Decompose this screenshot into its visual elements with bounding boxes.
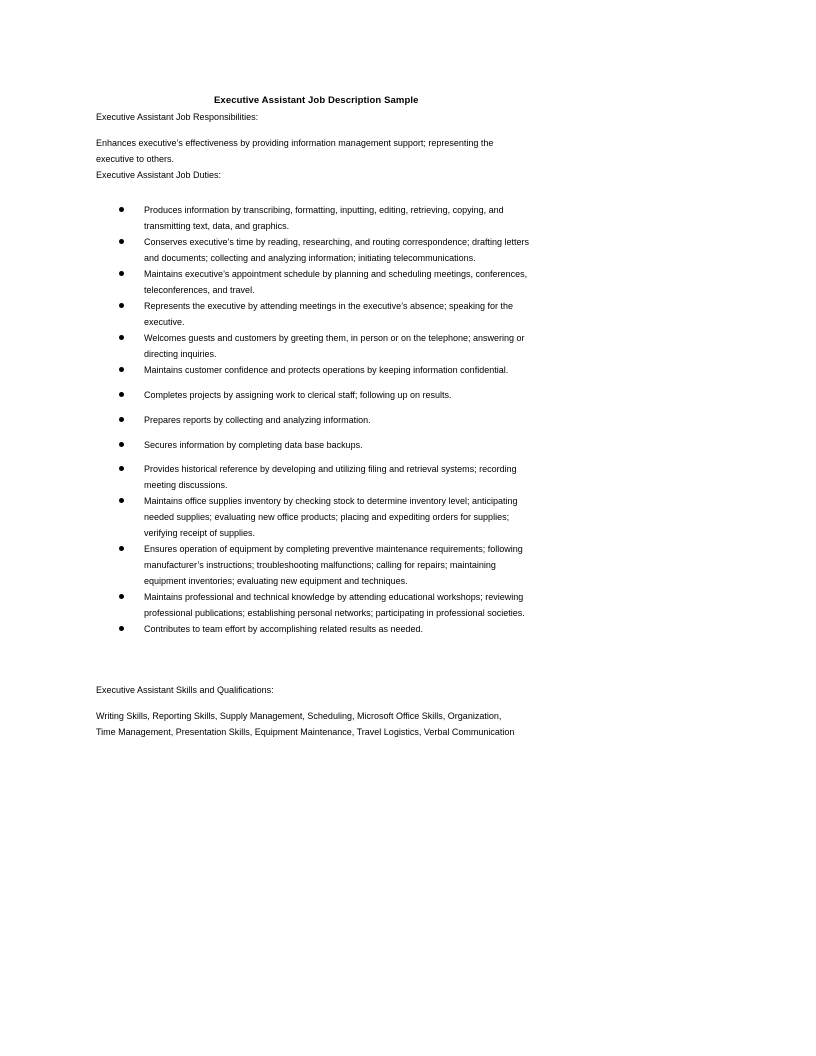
duty-text: Maintains executive’s appointment schedule by planning and scheduling meetings, conferences, teleconferences, and travel. [144, 269, 528, 295]
list-item [96, 362, 546, 378]
document-title: Executive Assistant Job Description Sample [214, 95, 419, 106]
list-item [96, 266, 546, 298]
bullet-icon [119, 207, 124, 212]
bullet-icon [119, 239, 124, 244]
bullet-icon [119, 417, 124, 422]
duty-text: Provides historical reference by developing and utilizing filing and retrieval systems; recording meeting discussions. [144, 464, 517, 490]
skills-paragraph: Writing Skills, Reporting Skills, Supply Management, Scheduling, Microsoft Office Skills, Organization, Time Management, Presentation Skills, Equipment Maintenance, Travel Logistics, Verbal Communication [96, 711, 515, 737]
bullet-icon [119, 546, 124, 551]
list-item [96, 234, 546, 266]
responsibilities-heading: Executive Assistant Job Responsibilities: [96, 112, 259, 122]
bullet-icon [119, 498, 124, 503]
bullet-icon [119, 335, 124, 340]
bullet-icon [119, 466, 124, 471]
list-item [96, 412, 546, 428]
bullet-icon [119, 367, 124, 372]
list-item [96, 541, 546, 589]
duty-text: Represents the executive by attending meetings in the executive’s absence; speaking for the executive. [144, 301, 514, 327]
duties-heading: Executive Assistant Job Duties: [96, 170, 222, 180]
duty-text: Welcomes guests and customers by greeting them, in person or on the telephone; answering or directing inquiries. [144, 333, 525, 359]
duty-text: Prepares reports by collecting and analyzing information. [144, 415, 371, 425]
duty-text: Produces information by transcribing, formatting, inputting, editing, retrieving, copying, and transmitting text, data, and graphics. [144, 205, 504, 231]
bullet-icon [119, 303, 124, 308]
duty-text: Ensures operation of equipment by completing preventive maintenance requirements; following manufacturer’s instructions; troubleshooting malfunctions; calling for repairs; maintaining equipment inventories; evaluating new equipment and techniques. [144, 544, 523, 586]
bullet-icon [119, 594, 124, 599]
bullet-icon [119, 392, 124, 397]
duty-text: Maintains professional and technical knowledge by attending educational workshops; reviewing professional publications; establishing personal networks; participating in professional societies. [144, 592, 525, 618]
duties-list [96, 202, 546, 637]
list-item [96, 621, 546, 637]
duty-text: Secures information by completing data base backups. [144, 440, 363, 450]
list-item [96, 493, 546, 541]
bullet-icon [119, 442, 124, 447]
list-item [96, 437, 546, 453]
bullet-icon [119, 271, 124, 276]
list-item [96, 461, 546, 493]
duty-text: Contributes to team effort by accomplishing related results as needed. [144, 624, 423, 634]
bullet-icon [119, 626, 124, 631]
list-item [96, 330, 546, 362]
duty-text: Maintains office supplies inventory by checking stock to determine inventory level; anticipating needed supplies; evaluating new office products; placing and expediting orders for supplies; verifying receipt of supplies. [144, 496, 518, 538]
duty-text: Conserves executive’s time by reading, researching, and routing correspondence; drafting letters and documents; collecting and analyzing information; initiating telecommunications. [144, 237, 530, 263]
summary-paragraph: Enhances executive’s effectiveness by providing information management support; representing the executive to others. [96, 138, 494, 164]
list-item [96, 202, 546, 234]
duty-text: Maintains customer confidence and protects operations by keeping information confidential. [144, 365, 509, 375]
list-item [96, 387, 546, 403]
list-item [96, 298, 546, 330]
list-item [96, 589, 546, 621]
duty-text: Completes projects by assigning work to clerical staff; following up on results. [144, 390, 452, 400]
skills-heading: Executive Assistant Skills and Qualifications: [96, 685, 274, 695]
